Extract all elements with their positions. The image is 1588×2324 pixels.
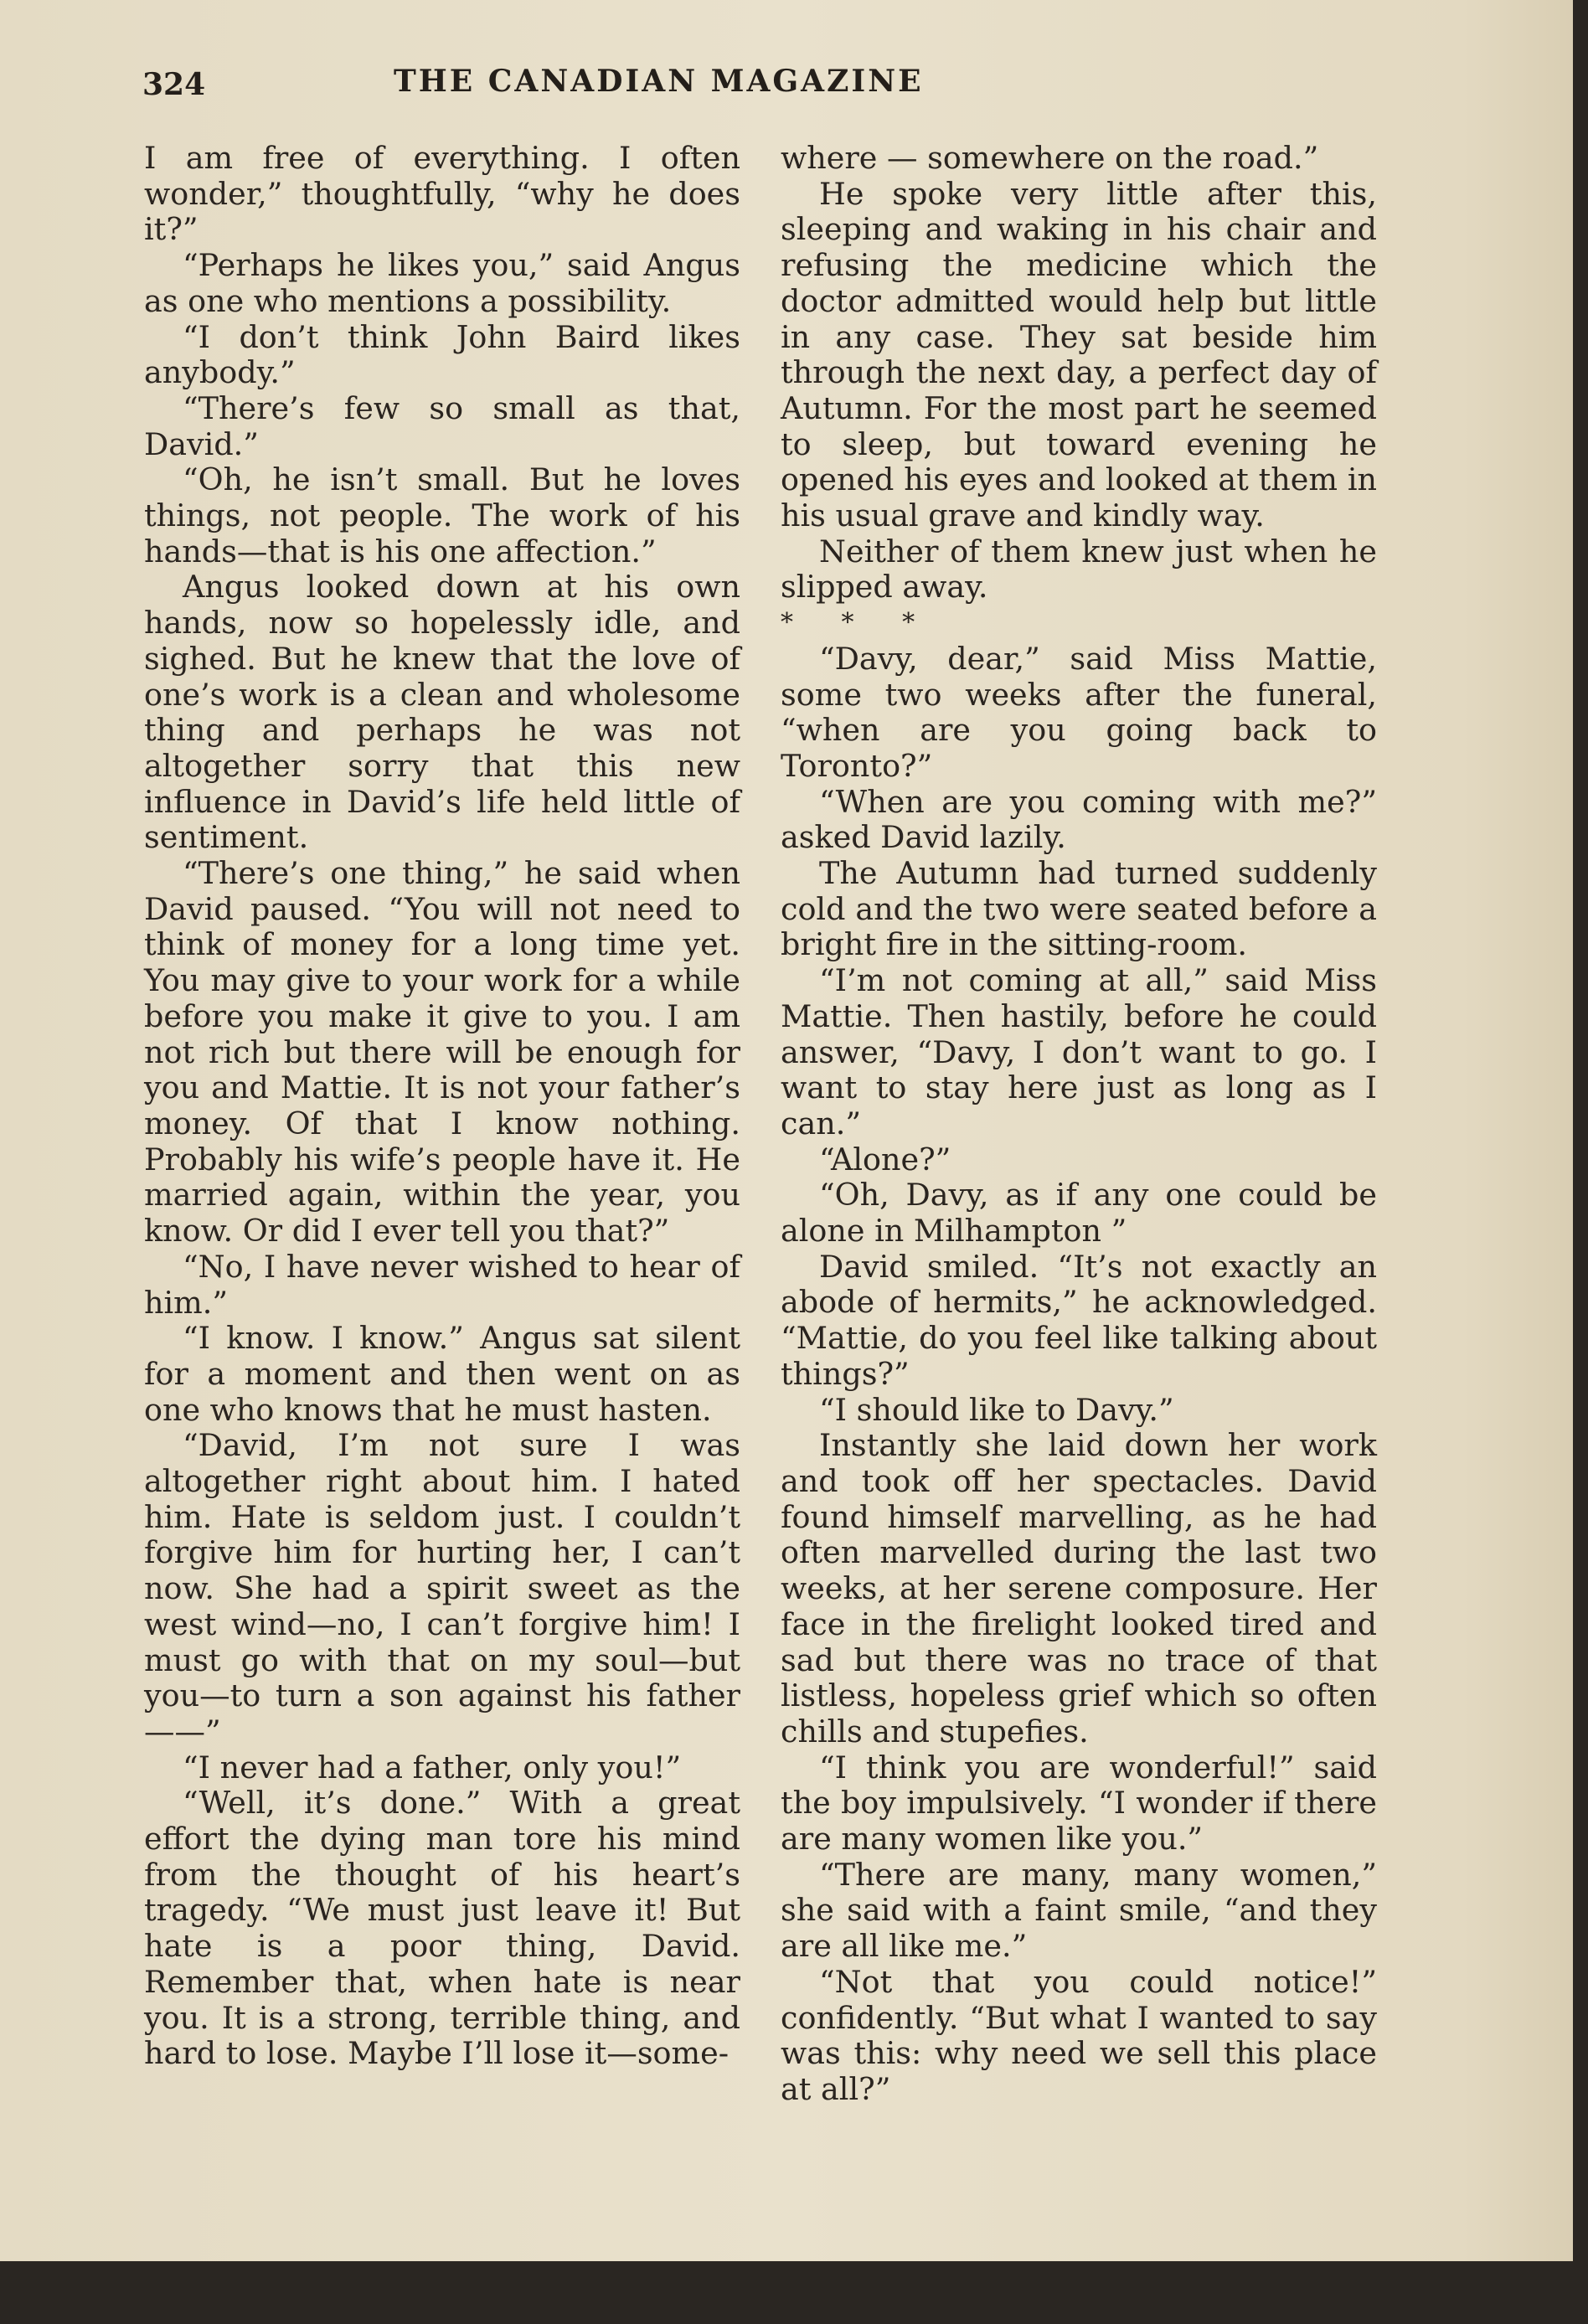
paragraph: “Not that you could notice!” confidently. “But what I wanted to say was this: why need we sell this place at all?” [781, 1963, 1377, 2107]
paragraph: “I’m not coming at all,” said Miss Mattie. Then hastily, before he could answer, “Davy, I don’t want to go. I want to stay here just as long as I can.” [781, 962, 1377, 1141]
paragraph: “Alone?” [819, 1141, 951, 1177]
paragraph: “I know. I know.” Angus sat silent for a moment and then went on as one who knows that he must hasten. [144, 1320, 740, 1428]
paragraph: “Perhaps he likes you,” said Angus as one who mentions a possibility. [144, 247, 740, 319]
paragraph: “I don’t think John Baird likes anybody.” [144, 318, 740, 391]
paragraph: “There’s few so small as that, David.” [144, 389, 740, 462]
paragraph: Neither of them knew just when he slipped away. [781, 533, 1377, 605]
paragraph: “I think you are wonderful!” said the boy impulsively. “I wonder if there are many women like you.” [781, 1749, 1377, 1858]
page-number: 324 [142, 67, 206, 102]
right-column [781, 141, 1377, 2108]
paragraph: “Oh, he isn’t small. But he loves things, not people. The work of his hands—that is his one affection.” [144, 461, 740, 569]
paragraph: Angus looked down at his own hands, now so hopelessly idle, and sighed. But he knew that the love of one’s work is a clean and wholesome thing and perhaps he was not altogether sorry that this new influence in David’s life held little of sentiment. [144, 569, 740, 856]
left-column [144, 141, 740, 2072]
paragraph: He spoke very little after this, sleeping and waking in his chair and refusing the medicine which the doctor admitted would help but little in any case. They sat beside him through the next day, a perfect day of Autumn. For the most part he seemed to sleep, but toward evening he opened his eyes and looked at them in his usual grave and kindly way. [781, 175, 1377, 534]
paragraph: “I should like to Davy.” [819, 1391, 1174, 1428]
section-break: * * * [781, 608, 936, 638]
paragraph: “There are many, many women,” she said with a faint smile, “and they are all like me.” [781, 1856, 1377, 1965]
paragraph: The Autumn had turned suddenly cold and the two were seated before a bright fire in the sitting-room. [781, 855, 1377, 963]
paragraph: where — somewhere on the road.” [781, 140, 1319, 176]
paragraph: “No, I have never wished to hear of him.” [144, 1248, 740, 1321]
paragraph: “There’s one thing,” he said when David paused. “You will not need to think of money for a long time yet. You may give to your work for a while before you make it give to you. I am not rich but there will be enough for you and Mattie. It is not your father’s money. Of that I know nothing. Probably his wife’s people have it. He married again, within the year, you know. Or did I ever tell you that?” [144, 855, 740, 1250]
paragraph: Instantly she laid down her work and took off her spectacles. David found himself marvelling, as he had often marvelled during the last two weeks, at her serene composure. Her face in the firelight looked tired and sad but there was no trace of that listless, hopeless grief which so often chills and stupefies. [781, 1427, 1377, 1749]
paragraph: David smiled. “It’s not exactly an abode of hermits,” he acknowledged. “Mattie, do you feel like talking about things?” [781, 1248, 1377, 1392]
running-head: THE CANADIAN MAGAZINE [394, 64, 924, 99]
paragraph: “I never had a father, only you!” [183, 1749, 682, 1786]
paragraph: I am free of everything. I often wonder,” thoughtfully, “why he does it?” [144, 140, 740, 248]
paragraph: “Davy, dear,” said Miss Mattie, some two weeks after the funeral, “when are you going back to Toronto?” [781, 640, 1377, 784]
paragraph: “When are you coming with me?” asked David lazily. [781, 783, 1377, 856]
paragraph: “David, I’m not sure I was altogether right about him. I hated him. Hate is seldom just. I couldn’t forgive him for hurting her, I can’t now. She had a spirit sweet as the west wind—no, I can’t forgive him! I must go with that on my soul—but you—to turn a son against his father ——” [144, 1427, 740, 1749]
paragraph: “Oh, Davy, as if any one could be alone in Milhampton ” [781, 1177, 1377, 1250]
paragraph: “Well, it’s done.” With a great effort the dying man tore his mind from the thought of his heart’s tragedy. “We must just leave it! But hate is a poor thing, David. Remember that, when hate is near you. It is a strong, terrible thing, and hard to lose. Maybe I’ll lose it—some- [144, 1785, 740, 2072]
